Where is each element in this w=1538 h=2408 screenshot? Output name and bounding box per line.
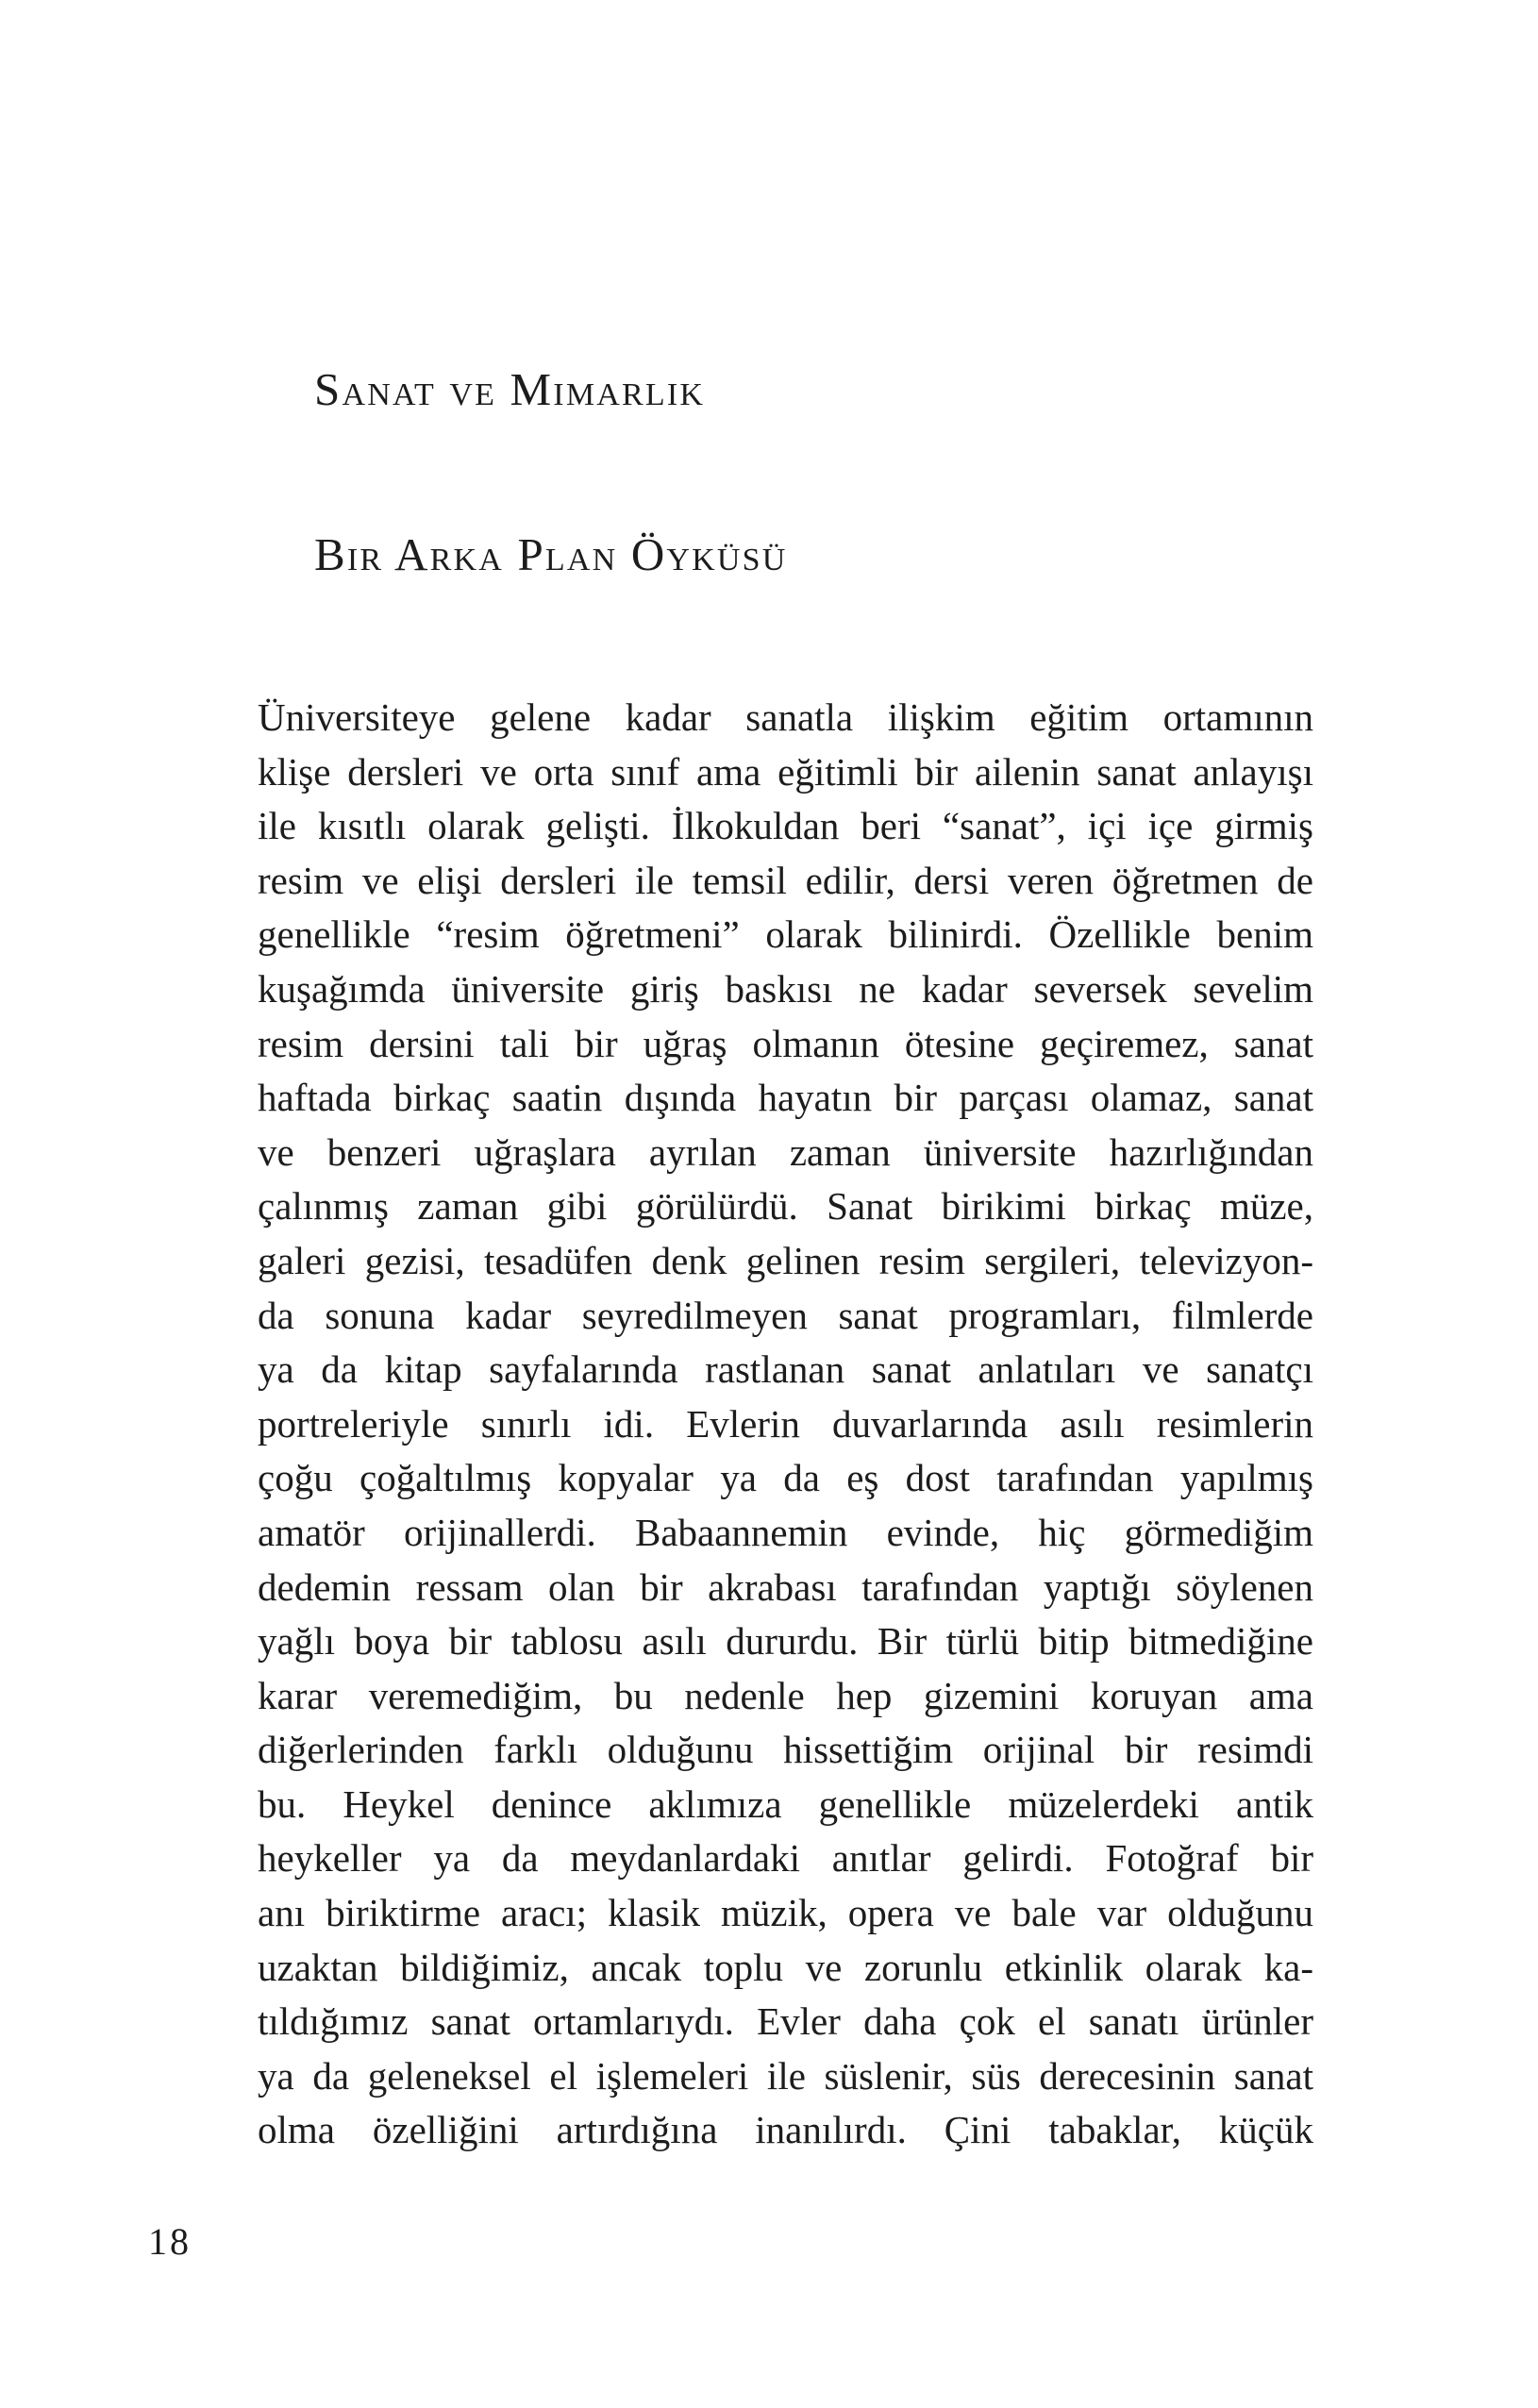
text-line: diğerlerinden farklı olduğunu hissettiğim orijinal bir resimdi: [258, 1728, 1313, 1772]
text-line: tıldığımız sanat ortamlarıydı. Evler daha çok el sanatı ürünler: [258, 1999, 1313, 2044]
text-line: resim dersini tali bir uğraş olmanın ötesine geçiremez, sanat: [258, 1021, 1313, 1065]
text-line: ya da kitap sayfalarında rastlanan sanat anlatıları ve sanatçı: [258, 1347, 1313, 1392]
text-line: genellikle “resim öğretmeni” olarak bilinirdi. Özellikle benim: [258, 912, 1313, 957]
text-line: haftada birkaç saatin dışında hayatın bir parçası olamaz, sanat: [258, 1076, 1313, 1120]
text-line: kuşağımda üniversite giriş baskısı ne kadar seversek sevelim: [258, 966, 1313, 1011]
text-line: ya da geleneksel el işlemeleri ile süslenir, süs derecesinin sanat: [258, 2053, 1313, 2098]
text-line: yağlı boya bir tablosu asılı dururdu. Bir türlü bitip bitmediğine: [258, 1619, 1313, 1664]
text-line: karar veremediğim, bu nedenle hep gizemini koruyan ama: [258, 1673, 1313, 1717]
text-line: olma özelliğini artırdığına inanılırdı. Çini tabaklar, küçük: [258, 2108, 1313, 2152]
section-title: Sanat ve Mimarlık: [314, 363, 706, 415]
text-line: anı biriktirme aracı; klasik müzik, opera ve bale var olduğunu: [258, 1891, 1313, 1935]
page-number: 18: [148, 2220, 192, 2263]
text-line: ile kısıtlı olarak gelişti. İlkokuldan beri “sanat”, içi içe girmiş: [258, 804, 1313, 848]
text-line: çalınmış zaman gibi görülürdü. Sanat birikimi birkaç müze,: [258, 1184, 1313, 1229]
subsection-title: Bir Arka Plan Öyküsü: [314, 528, 788, 580]
text-line: klişe dersleri ve orta sınıf ama eğitimli bir ailenin sanat anlayışı: [258, 749, 1313, 794]
text-line: ve benzeri uğraşlara ayrılan zaman üniversite hazırlığından: [258, 1129, 1313, 1174]
text-line: heykeller ya da meydanlardaki anıtlar gelirdi. Fotoğraf bir: [258, 1836, 1313, 1881]
text-line: bu. Heykel denince aklımıza genellikle müzelerdeki antik: [258, 1781, 1313, 1826]
body-paragraph: [258, 691, 1313, 2158]
text-line: galeri gezisi, tesadüfen denk gelinen resim sergileri, televizyon-: [258, 1238, 1313, 1282]
text-line: uzaktan bildiğimiz, ancak toplu ve zorunlu etkinlik olarak ka-: [258, 1945, 1313, 1989]
text-line: da sonuna kadar seyredilmeyen sanat programları, filmlerde: [258, 1293, 1313, 1337]
text-line: Üniversiteye gelene kadar sanatla ilişkim eğitim ortamının: [258, 695, 1313, 739]
text-line: resim ve elişi dersleri ile temsil edilir, dersi veren öğretmen de: [258, 858, 1313, 902]
text-line: portreleriyle sınırlı idi. Evlerin duvarlarında asılı resimlerin: [258, 1401, 1313, 1446]
text-line: amatör orijinallerdi. Babaannemin evinde, hiç görmediğim: [258, 1510, 1313, 1554]
text-line: dedemin ressam olan bir akrabası tarafından yaptığı söylenen: [258, 1564, 1313, 1609]
text-line: çoğu çoğaltılmış kopyalar ya da eş dost tarafından yapılmış: [258, 1456, 1313, 1500]
